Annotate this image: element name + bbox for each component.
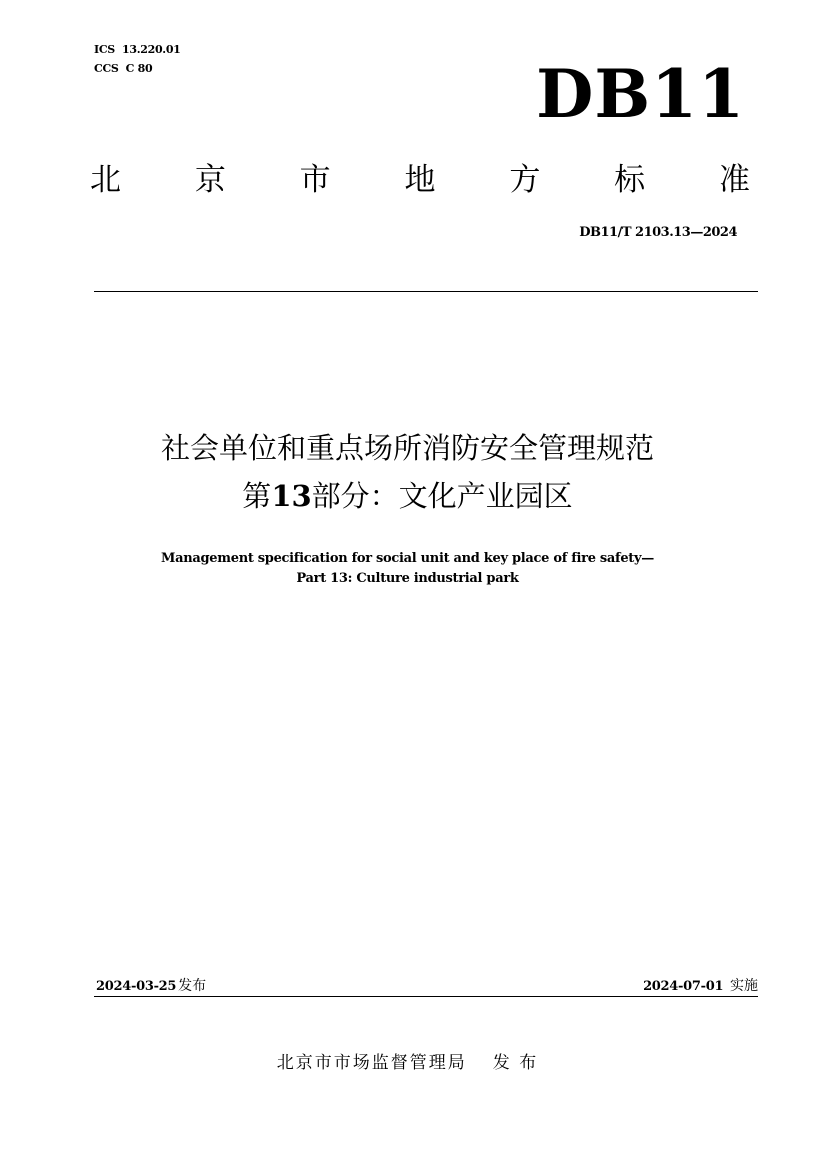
bottom-divider xyxy=(94,996,758,997)
local-standard-char: 方 xyxy=(509,162,541,198)
standard-prefix-mark: DB11 xyxy=(536,55,745,133)
issuer-action: 发 布 xyxy=(492,1053,539,1073)
issuer-line xyxy=(0,1051,815,1075)
part-suffix: 部分：文化产业园区 xyxy=(311,479,573,513)
implement-date-block xyxy=(643,975,758,997)
chinese-title-line-1: 社会单位和重点场所消防安全管理规范 xyxy=(160,431,654,465)
publish-date: 2024-03-25 xyxy=(96,979,177,994)
local-standard-char: 标 xyxy=(614,162,646,198)
chinese-title xyxy=(0,424,815,520)
ccs-code: CCS C 80 xyxy=(94,62,153,75)
implement-date: 2024-07-01 xyxy=(643,979,724,994)
issuer-name: 北京市市场监督管理局 xyxy=(276,1053,467,1073)
english-title xyxy=(0,549,815,589)
local-standard-char: 地 xyxy=(404,162,436,198)
english-title-line-2: Part 13: Culture industrial park xyxy=(296,571,519,586)
ics-code: ICS 13.220.01 xyxy=(94,43,181,56)
part-prefix: 第 xyxy=(242,479,272,513)
local-standard-char: 北 xyxy=(90,162,121,198)
local-standard-heading xyxy=(90,158,750,202)
classification-codes xyxy=(94,40,181,78)
standard-number: DB11/T 2103.13—2024 xyxy=(579,225,737,240)
local-standard-char: 市 xyxy=(299,162,331,198)
top-divider xyxy=(94,291,758,292)
local-standard-char: 准 xyxy=(718,162,750,198)
english-title-line-1: Management specification for social unit and key place of fire safety— xyxy=(161,551,654,566)
publish-date-block xyxy=(96,975,206,997)
publish-label: 发布 xyxy=(178,978,207,994)
part-number: 13 xyxy=(271,479,312,513)
implement-label: 实施 xyxy=(730,978,758,994)
chinese-title-line-2 xyxy=(0,472,815,520)
local-standard-char: 京 xyxy=(194,162,226,198)
